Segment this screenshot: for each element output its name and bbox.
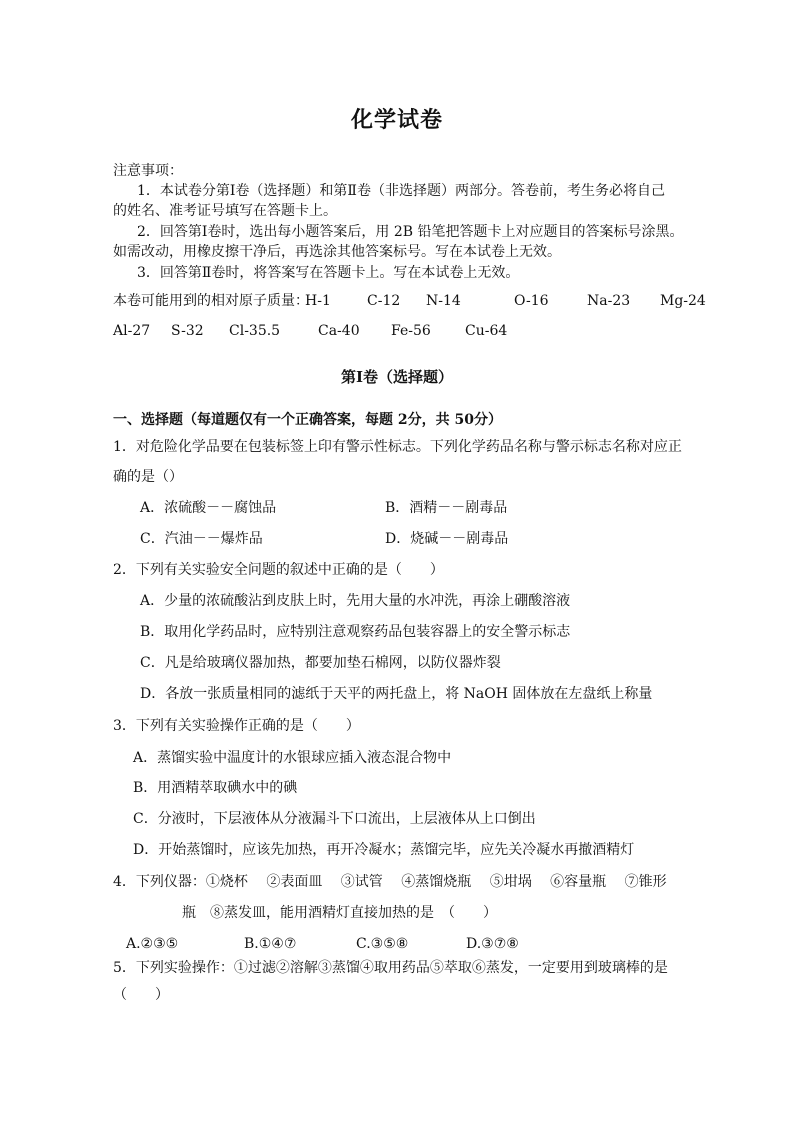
- notes-item-2-line-1: 2．回答第Ⅰ卷时，选出每小题答案后，用 2B 铅笔把答题卡上对应题目的答案标号涂黑。: [137, 224, 684, 240]
- question-1-stem-line-2: 确的是（）: [113, 469, 183, 485]
- atomic-mass-label: 本卷可能用到的相对原子质量：: [113, 293, 309, 309]
- question-1-option-b: B．酒精－－剧毒品: [385, 500, 508, 516]
- question-4-option-d: D.③⑦⑧: [466, 936, 519, 952]
- question-3-option-a: A．蒸馏实验中温度计的水银球应插入液态混合物中: [133, 750, 452, 766]
- atomic-mass-item: Fe-56: [391, 323, 431, 339]
- notes-item-1-line-1: 1．本试卷分第Ⅰ卷（选择题）和第Ⅱ卷（非选择题）两部分。答卷前，考生务必将自己: [137, 183, 665, 199]
- question-4-option-c: C.③⑤⑧: [356, 936, 409, 952]
- atomic-mass-item: H-1: [305, 293, 331, 309]
- question-5-stem-line-1: 5．下列实验操作：①过滤②溶解③蒸馏④取用药品⑤萃取⑥蒸发，一定要用到玻璃棒的是: [113, 960, 668, 976]
- notes-heading: 注意事项：: [113, 163, 183, 179]
- notes-item-2-line-2: 如需改动，用橡皮擦干净后，再选涂其他答案标号。写在本试卷上无效。: [113, 244, 561, 260]
- question-5-stem-line-2: （ ）: [113, 987, 169, 1003]
- atomic-mass-item: Mg-24: [660, 293, 706, 309]
- question-3-stem: 3．下列有关实验操作正确的是（ ）: [113, 718, 360, 734]
- question-3-option-d: D．开始蒸馏时，应该先加热，再开冷凝水；蒸馏完毕，应先关冷凝水再撤酒精灯: [133, 842, 635, 858]
- atomic-mass-item: Cl-35.5: [229, 323, 281, 339]
- question-2-option-c: C．凡是给玻璃仪器加热，都要加垫石棉网，以防仪器炸裂: [140, 655, 501, 671]
- question-4-option-a: A.②③⑤: [126, 936, 179, 952]
- notes-item-3: 3．回答第Ⅱ卷时，将答案写在答题卡上。写在本试卷上无效。: [137, 265, 520, 281]
- notes-item-1-line-2: 的姓名、准考证号填写在答题卡上。: [113, 203, 337, 219]
- section-title: 第Ⅰ卷（选择题）: [340, 368, 454, 386]
- question-1-option-c: C．汽油－－爆炸品: [140, 531, 263, 547]
- question-1-option-d: D．烧碱－－剧毒品: [385, 531, 509, 547]
- question-2-option-b: B．取用化学药品时，应特别注意观察药品包装容器上的安全警示标志: [140, 624, 571, 640]
- question-2-option-a: A．少量的浓硫酸沾到皮肤上时，先用大量的水冲洗，再涂上硼酸溶液: [140, 593, 571, 609]
- atomic-mass-item: Cu-64: [465, 323, 508, 339]
- question-3-option-c: C．分液时，下层液体从分液漏斗下口流出，上层液体从上口倒出: [133, 811, 536, 827]
- page-title: 化学试卷: [350, 107, 443, 133]
- question-4-option-b: B.①④⑦: [244, 936, 297, 952]
- question-3-option-b: B．用酒精萃取碘水中的碘: [133, 780, 298, 796]
- question-1-stem-line-1: 1．对危险化学品要在包装标签上印有警示性标志。下列化学药品名称与警示标志名称对应正: [113, 439, 682, 455]
- question-2-option-d: D．各放一张质量相同的滤纸于天平的两托盘上，将 NaOH 固体放在左盘纸上称量: [140, 686, 653, 702]
- atomic-mass-item: N-14: [426, 293, 461, 309]
- atomic-mass-item: Ca-40: [318, 323, 360, 339]
- question-2-stem: 2．下列有关实验安全问题的叙述中正确的是（ ）: [113, 562, 444, 578]
- section-heading: 一、选择题（每道题仅有一个正确答案，每题 2分，共 50分）: [113, 412, 502, 428]
- question-1-option-a: A．浓硫酸－－腐蚀品: [140, 500, 277, 516]
- atomic-mass-item: Al-27: [113, 323, 151, 339]
- atomic-mass-item: Na-23: [587, 293, 631, 309]
- question-4-stem-line-1: 4．下列仪器：①烧杯 ②表面皿 ③试管 ④蒸馏烧瓶 ⑤坩埚 ⑥容量瓶 ⑦锥形: [113, 874, 667, 890]
- atomic-mass-item: O-16: [514, 293, 549, 309]
- atomic-mass-item: C-12: [367, 293, 401, 309]
- atomic-mass-item: S-32: [171, 323, 204, 339]
- question-4-stem-line-2: 瓶 ⑧蒸发皿，能用酒精灯直接加热的是 （ ）: [182, 905, 497, 921]
